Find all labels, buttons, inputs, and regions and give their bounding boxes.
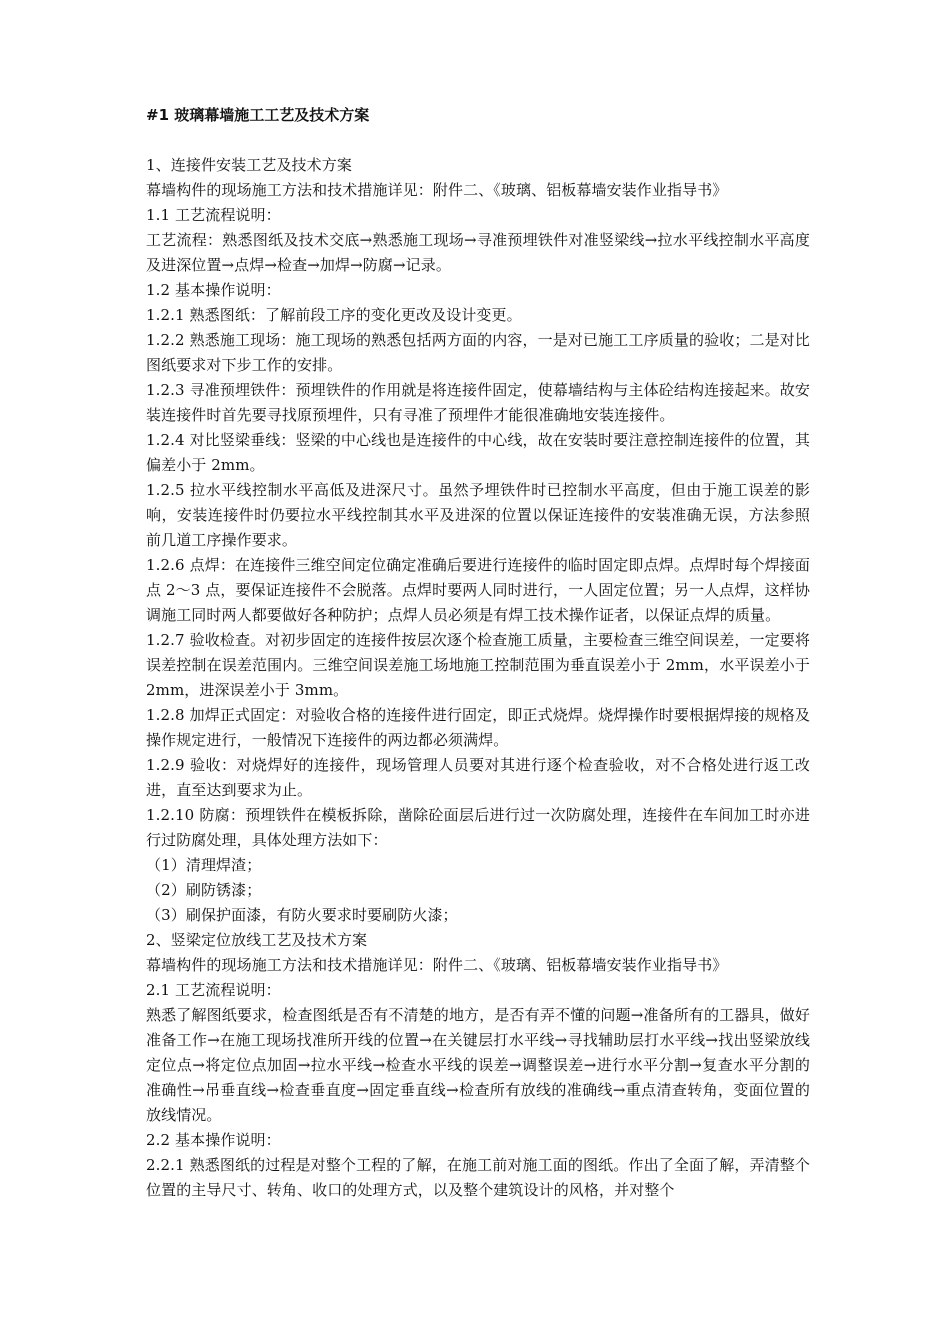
- paragraph: （3）刷保护面漆，有防火要求时要刷防火漆；: [146, 906, 458, 924]
- paragraph: （2）刷防锈漆；: [146, 881, 262, 899]
- paragraph: 1.2.7 验收检查。对初步固定的连接件按层次逐个检查施工质量，主要检查三维空间误差，一定要将误差控制在误差范围内。三维空间误差施工场地施工控制范围为垂直误差小于 2mm，水平误差小于 2mm，进深误差小于 3mm。: [146, 631, 810, 699]
- paragraph: 1.1 工艺流程说明：: [146, 206, 281, 224]
- blank-line: [146, 128, 810, 153]
- paragraph: 2.2 基本操作说明：: [146, 1131, 281, 1149]
- paragraph: 2.1 工艺流程说明：: [146, 981, 281, 999]
- paragraph: 1.2.10 防腐：预埋铁件在模板拆除，凿除砼面层后进行过一次防腐处理，连接件在车间加工时亦进行过防腐处理，具体处理方法如下：: [146, 806, 810, 849]
- paragraph: 工艺流程：熟悉图纸及技术交底→熟悉施工现场→寻准预埋铁件对准竖梁线→拉水平线控制水平高度及进深位置→点焊→检查→加焊→防腐→记录。: [146, 231, 810, 274]
- paragraph: 熟悉了解图纸要求，检查图纸是否有不清楚的地方，是否有弄不懂的问题→准备所有的工器具，做好准备工作→在施工现场找准所开线的位置→在关键层打水平线→寻找辅助层打水平线→找出竖梁放线定位点→将定位点加固→拉水平线→检查水平线的误差→调整误差→进行水平分割→复查水平分割的准确性→吊垂直线→检查垂直度→固定垂直线→检查所有放线的准确线→重点清查转角，变面位置的放线情况。: [146, 1006, 810, 1124]
- paragraph: 1.2.1 熟悉图纸：了解前段工序的变化更改及设计变更。: [146, 306, 522, 324]
- paragraph: 2.2.1 熟悉图纸的过程是对整个工程的了解，在施工前对施工面的图纸。作出了全面了解，弄清整个位置的主导尺寸、转角、收口的处理方式，以及整个建筑设计的风格，并对整个: [146, 1156, 810, 1199]
- paragraph: 1.2.5 拉水平线控制水平高低及进深尺寸。虽然予埋铁件时已控制水平高度，但由于施工误差的影响，安装连接件时仍要拉水平线控制其水平及进深的位置以保证连接件的安装准确无误，方法参照前几道工序操作要求。: [146, 481, 810, 549]
- paragraph: 1.2.3 寻准预埋铁件：预埋铁件的作用就是将连接件固定，使幕墙结构与主体砼结构连接起来。故安装连接件时首先要寻找原预埋件，只有寻准了预埋件才能很准确地安装连接件。: [146, 381, 810, 424]
- paragraph: 1.2.9 验收：对烧焊好的连接件，现场管理人员要对其进行逐个检查验收，对不合格处进行返工改进，直至达到要求为止。: [146, 756, 810, 799]
- paragraph: （1）清理焊渣；: [146, 856, 262, 874]
- paragraph: 1、连接件安装工艺及技术方案: [146, 156, 352, 174]
- paragraph: 1.2.2 熟悉施工现场：施工现场的熟悉包括两方面的内容，一是对已施工工序质量的验收；二是对比图纸要求对下步工作的安排。: [146, 331, 810, 374]
- document-title: #1 玻璃幕墙施工工艺及技术方案: [146, 106, 370, 124]
- paragraph: 幕墙构件的现场施工方法和技术措施详见：附件二、《玻璃、铝板幕墙安装作业指导书》: [146, 181, 728, 199]
- paragraph: 幕墙构件的现场施工方法和技术措施详见：附件二、《玻璃、铝板幕墙安装作业指导书》: [146, 956, 728, 974]
- paragraph: 1.2.4 对比竖梁垂线：竖梁的中心线也是连接件的中心线，故在安装时要注意控制连接件的位置，其偏差小于 2mm。: [146, 431, 810, 474]
- paragraph-list: [146, 153, 810, 1203]
- paragraph: 1.2 基本操作说明：: [146, 281, 281, 299]
- paragraph: 2、竖梁定位放线工艺及技术方案: [146, 931, 368, 949]
- document-body: [146, 103, 810, 1203]
- paragraph: 1.2.8 加焊正式固定：对验收合格的连接件进行固定，即正式烧焊。烧焊操作时要根据焊接的规格及操作规定进行，一般情况下连接件的两边都必须满焊。: [146, 706, 810, 749]
- paragraph: 1.2.6 点焊：在连接件三维空间定位确定准确后要进行连接件的临时固定即点焊。点焊时每个焊接面点 2～3 点，要保证连接件不会脱落。点焊时要两人同时进行，一人固定位置；另一人点焊，这样协调施工同时两人都要做好各种防护；点焊人员必须是有焊工技术操作证者，以保证点焊的质量。: [146, 556, 810, 624]
